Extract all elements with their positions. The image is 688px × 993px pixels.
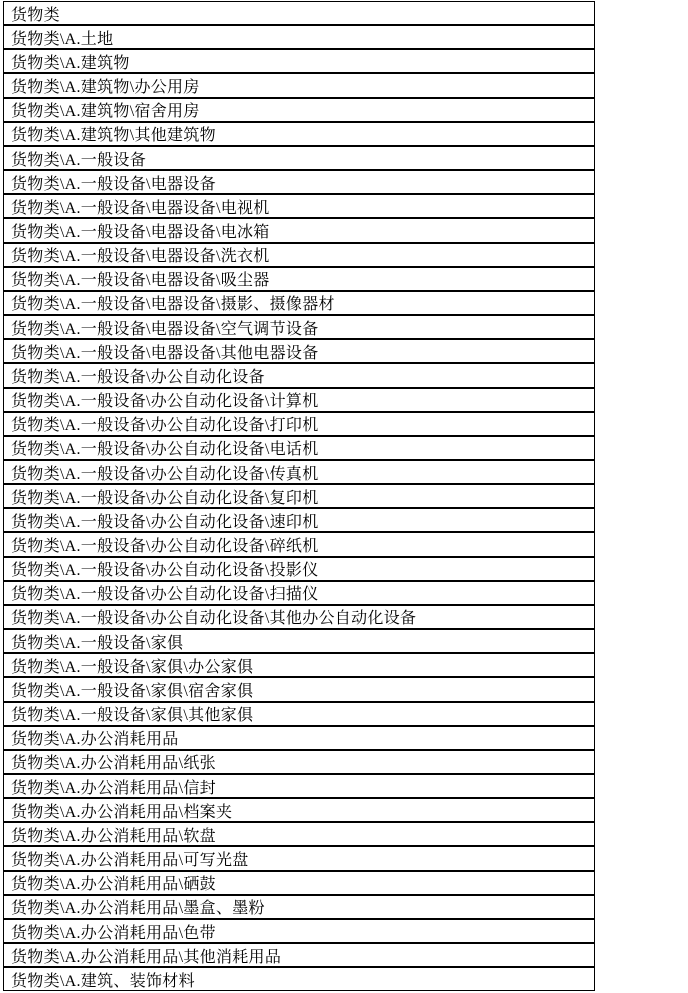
category-path: 货物类\A.一般设备\办公自动化设备\扫描仪 [11,586,319,604]
table-row [3,363,595,387]
table-row [3,508,595,532]
category-path: 货物类\A.办公消耗用品\可写光盘 [11,852,249,870]
table-row [3,605,595,629]
table-row [3,581,595,605]
category-path: 货物类\A.一般设备\办公自动化设备\投影仪 [11,562,319,580]
category-path: 货物类\A.办公消耗用品\色带 [11,924,216,942]
category-path: 货物类\A.一般设备\办公自动化设备\打印机 [11,417,319,435]
category-path: 货物类\A.一般设备\办公自动化设备\复印机 [11,489,319,507]
category-path: 货物类\A.建筑物 [11,54,130,72]
table-row [3,943,595,967]
table-row [3,194,595,218]
table-row [3,218,595,242]
category-path: 货物类\A.一般设备\办公自动化设备\电话机 [11,441,319,459]
table-row [3,822,595,846]
category-path: 货物类\A.一般设备\电器设备\其他电器设备 [11,344,319,362]
category-path: 货物类\A.一般设备\办公自动化设备\其他办公自动化设备 [11,610,417,628]
table-row [3,846,595,870]
table-row [3,412,595,436]
table-row [3,677,595,701]
category-path: 货物类\A.办公消耗用品\档案夹 [11,803,233,821]
category-path: 货物类\A.一般设备\电器设备 [11,175,216,193]
category-path: 货物类\A.一般设备\电器设备\吸尘器 [11,272,270,290]
category-path: 货物类\A.办公消耗用品\其他消耗用品 [11,948,282,966]
table-row [3,25,595,49]
table-row [3,315,595,339]
category-path: 货物类\A.办公消耗用品\纸张 [11,755,216,773]
table-row [3,532,595,556]
table-row [3,98,595,122]
table-row [3,871,595,895]
category-path: 货物类\A.一般设备\办公自动化设备\计算机 [11,393,319,411]
table-row [3,798,595,822]
category-path: 货物类\A.建筑物\其他建筑物 [11,127,216,145]
table-row [3,702,595,726]
category-table [3,1,595,991]
category-path: 货物类\A.建筑、装饰材料 [11,972,195,990]
category-path: 货物类\A.一般设备\电器设备\洗衣机 [11,248,270,266]
category-path: 货物类\A.一般设备\电器设备\空气调节设备 [11,320,319,338]
category-path: 货物类\A.办公消耗用品\硒鼓 [11,876,216,894]
category-path: 货物类\A.土地 [11,30,114,48]
table-row [3,339,595,363]
category-path: 货物类\A.办公消耗用品\信封 [11,779,216,797]
table-row [3,726,595,750]
category-path: 货物类\A.一般设备\家俱\办公家俱 [11,658,254,676]
table-row [3,267,595,291]
table-row [3,1,595,25]
category-path: 货物类\A.建筑物\办公用房 [11,79,200,97]
category-path: 货物类\A.一般设备\家俱 [11,634,184,652]
table-row [3,388,595,412]
table-row [3,557,595,581]
table-row [3,653,595,677]
table-row [3,291,595,315]
table-row [3,967,595,991]
table-row [3,750,595,774]
category-path: 货物类 [11,6,60,24]
category-path: 货物类\A.一般设备\电器设备\摄影、摄像器材 [11,296,335,314]
category-path: 货物类\A.一般设备\办公自动化设备\碎纸机 [11,538,319,556]
table-row [3,73,595,97]
table-row [3,460,595,484]
category-path: 货物类\A.一般设备\电器设备\电视机 [11,199,270,217]
table-row [3,484,595,508]
table-row [3,146,595,170]
table-row [3,774,595,798]
table-row [3,895,595,919]
category-path: 货物类\A.一般设备\办公自动化设备\传真机 [11,465,319,483]
table-row [3,49,595,73]
category-path: 货物类\A.一般设备 [11,151,147,169]
table-row [3,243,595,267]
category-path: 货物类\A.建筑物\宿舍用房 [11,103,200,121]
category-path: 货物类\A.一般设备\家俱\其他家俱 [11,707,254,725]
category-path: 货物类\A.一般设备\家俱\宿舍家俱 [11,682,254,700]
table-row [3,629,595,653]
category-path: 货物类\A.办公消耗用品\墨盒、墨粉 [11,900,265,918]
category-path: 货物类\A.一般设备\办公自动化设备\速印机 [11,513,319,531]
table-row [3,919,595,943]
table-row [3,436,595,460]
category-path: 货物类\A.办公消耗用品\软盘 [11,827,216,845]
table-row [3,170,595,194]
table-row [3,122,595,146]
category-path: 货物类\A.一般设备\电器设备\电冰箱 [11,223,270,241]
category-path: 货物类\A.办公消耗用品 [11,731,179,749]
category-path: 货物类\A.一般设备\办公自动化设备 [11,368,265,386]
